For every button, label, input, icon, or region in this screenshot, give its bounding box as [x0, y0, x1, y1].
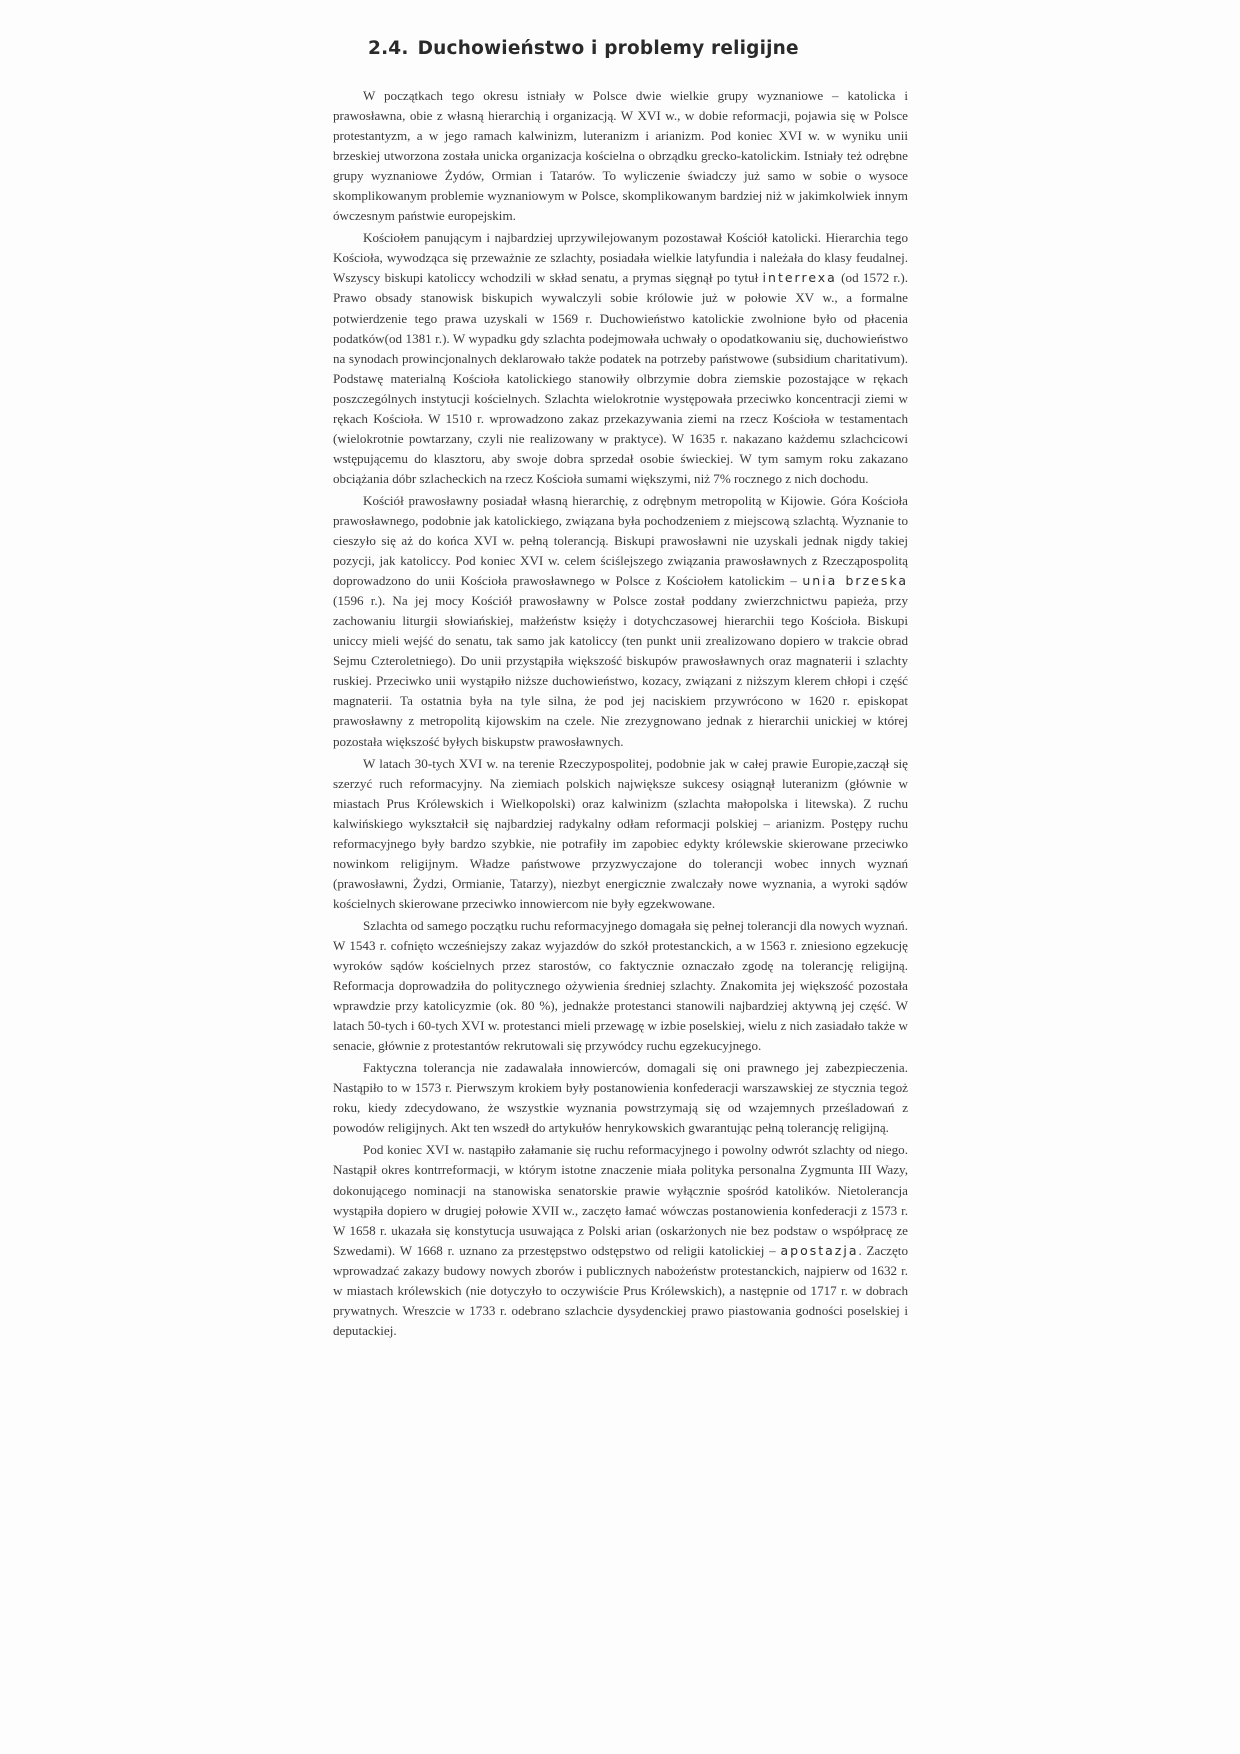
paragraph-text: Pod koniec XVI w. nastąpiło załamanie się ruchu reformacyjnego i powolny odwrót szlachty od niego. Nastąpił okres kontrreformacji, w którym istotne znaczenie miała polityka personalna Zygmunta III Wazy, dokonującego nominacji na stanowiska senatorskie prawie wyłącznie spośród katolików. Nietolerancja wystąpiła dopiero w drugiej połowie XVII w., zaczęto łamać wówczas postanowienia konfederacji z 1573 r. W 1658 r. ukazała się konstytucja usuwająca z Polski arian (oskarżonych nie bez podstaw o współpracę ze Szwedami). W 1668 r. uznano za przestępstwo odstępstwo od religii katolickiej –: [333, 1142, 908, 1258]
spaced-term-interrexa: interrexa: [762, 270, 837, 286]
paragraph-1: [333, 86, 908, 226]
paragraph-3: [333, 491, 908, 752]
paragraph-text: . Zaczęto wprowadzać zakazy budowy nowych zborów i publicznych nabożeństw protestanckich, najpierw od 1632 r. w miastach królewskich (nie dotyczyło to oczywiście Prus Królewskich), a następnie od 1717 r. w dobrach prywatnych. Wreszcie w 1733 r. odebrano szlachcie dysydenckiej prawo piastowania godności poselskiej i deputackiej.: [333, 1242, 908, 1338]
paragraph-text: Faktyczna tolerancja nie zadawalała innowierców, domagali się oni prawnego jej zabezpieczenia. Nastąpiło to w 1573 r. Pierwszym krokiem były postanowienia konfederacji warszawskiej ze stycznia tegoż roku, kiedy zdecydowano, że wszystkie wyznania powstrzymają się od wzajemnych prześladowań z powodów religijnych. Akt ten wszedł do artykułów henrykowskich gwarantując pełną tolerancję religijną.: [333, 1060, 908, 1136]
paragraph-6: [333, 1058, 908, 1138]
section-number: 2.4.: [368, 38, 409, 59]
paragraph-2: [333, 228, 908, 489]
body-text: [333, 86, 908, 1341]
paragraph-5: [333, 916, 908, 1056]
paragraph-text: Kościół prawosławny posiadał własną hierarchię, z odrębnym metropolitą w Kijowie. Góra Kościoła prawosławnego, podobnie jak katolickiego, związana była pochodzeniem z miejscową szlachtą. Wyznanie to cieszyło się aż do końca XVI w. pełną tolerancją. Biskupi prawosławni nie uzyskali jednak nigdy takiej pozycji, jak katoliccy. Pod koniec XVI w. celem ściślejszego związania prawosławnych z Rzecząpospolitą doprowadzono do unii Kościoła prawosławnego w Polsce z Kościołem katolickim –: [333, 492, 908, 589]
paragraph-text: (od 1572 r.). Prawo obsady stanowisk biskupich wywalczyli sobie królowie już w połowie XV w., a formalne potwierdzenie tego prawa uzyskali w 1569 r. Duchowieństwo katolickie zwolnione było od płacenia podatków(od 1381 r.). W wypadku gdy szlachta podejmowała uchwały o opodatkowaniu się, duchowieństwo na synodach prowincjonalnych deklarowało także podatek na potrzeby państwowe (subsidium charitativum). Podstawę materialną Kościoła katolickiego stanowiły olbrzymie dobra ziemskie pozostające w rękach poszczególnych instytucji kościelnych. Szlachta wielokrotnie występowała przeciwko koncentracji ziemi w rękach Kościoła. W 1510 r. wprowadzono zakaz przekazywania ziemi na rzecz Kościoła w testamentach (wielokrotnie powtarzany, czyli nie realizowany w praktyce). W 1635 r. nakazano każdemu szlachcicowi wstępującemu do klasztoru, aby swoje dobra sprzedał osobie świeckiej. W tym samym roku zakazano obciążania dóbr szlacheckich na rzecz Kościoła sumami większymi, niż 7% rocznego z nich dochodu.: [333, 270, 908, 486]
section-title: Duchowieństwo i problemy religijne: [417, 38, 799, 59]
paragraph-text: (1596 r.). Na jej mocy Kościół prawosławny w Polsce został poddany zwierzchnictwu papieża, przy zachowaniu liturgii słowiańskiej, małżeństw księży i dotychczasowej hierarchii tego Kościoła. Biskupi uniccy mieli wejść do senatu, tak samo jak katoliccy (ten punkt unii zrealizowano dopiero w trakcie obrad Sejmu Czteroletniego). Do unii przystąpiła większość biskupów prawosławnych oraz magnaterii i szlachty ruskiej. Przeciwko unii wystąpiło niższe duchowieństwo, kozacy, związani z niższym klerem chłopi i część magnaterii. Ta ostatnia była na tyle silna, że pod jej naciskiem przywrócono w 1620 r. episkopat prawosławny z metropolitą kijowskim na czele. Nie zrezygnowano jednak z hierarchii unickiej w której pozostała większość byłych biskupstw prawosławnych.: [333, 593, 908, 749]
paragraph-text: Szlachta od samego początku ruchu reformacyjnego domagała się pełnej tolerancji dla nowych wyznań. W 1543 r. cofnięto wcześniejszy zakaz wyjazdów do szkół protestanckich, a w 1563 r. zniesiono egzekucję wyroków sądów kościelnych przez starostów, co faktycznie oznaczało zgodę na tolerancję religijną. Reformacja doprowadziła do politycznego ożywienia średniej szlachty. Znakomita jej większość pozostała wprawdzie przy katolicyzmie (ok. 80 %), jednakże protestanci stanowili najbardziej aktywną jej część. W latach 50-tych i 60-tych XVI w. protestanci mieli przewagę w izbie poselskiej, wielu z nich zasiadało także w senacie, głównie z protestantów rekrutowali się przywódcy ruchu egzekucyjnego.: [333, 917, 909, 1054]
paragraph-text: W latach 30-tych XVI w. na terenie Rzeczypospolitej, podobnie jak w całej prawie Europie,zaczął się szerzyć ruch reformacyjny. Na ziemiach polskich największe sukcesy osiągnął luteranizm (głównie w miastach Prus Królewskich i Wielkopolski) oraz kalwinizm (szlachta małopolska i litewska). Z ruchu kalwińskiego wykształcił się najbardziej radykalny odłam reformacji polskiej – arianizm. Postępy ruchu reformacyjnego były bardzo szybkie, nie potrafiły im zapobiec edykty królewskie skierowane przeciwko nowinkom religijnym. Władze państwowe przyzwyczajone do tolerancji wobec innych wyznań (prawosławni, Żydzi, Ormianie, Tatarzy), niezbyt energicznie zwalczały nowe wyznania, a wyroki sądów kościelnych skierowane przeciwko innowiercom nie były egzekwowane.: [333, 755, 908, 911]
spaced-term-apostazja: apostazja: [780, 1242, 859, 1258]
section-heading: [368, 38, 888, 59]
paragraph-text: W początkach tego okresu istniały w Polsce dwie wielkie grupy wyznaniowe – katolicka i prawosławna, obie z własną hierarchią i organizacją. W XVI w., w dobie reformacji, pojawia się w Polsce protestantyzm, a w jego ramach kalwinizm, luteranizm i arianizm. Pod koniec XVI w. w wyniku unii brzeskiej utworzona została unicka organizacja kościelna o obrządku grecko-katolickim. Istniały też odrębne grupy wyznaniowe Żydów, Ormian i Tatarów. To wyliczenie świadczy już samo w sobie o wysoce skomplikowanym problemie wyznaniowym w Polsce, skomplikowanym bardziej niż w jakimkolwiek innym ówczesnym państwie europejskim.: [333, 88, 908, 224]
paragraph-7: [333, 1140, 908, 1340]
spaced-term-unia-brzeska: unia brzeska: [802, 573, 909, 589]
paragraph-4: [333, 754, 908, 914]
paragraph-text: Kościołem panującym i najbardziej uprzywilejowanym pozostawał Kościół katolicki. Hierarchia tego Kościoła, wywodząca się przeważnie ze szlachty, posiadała wielkie latyfundia i należała do klasy feudalnej. Wszyscy biskupi katoliccy wchodzili w skład senatu, a prymas sięgnął po tytuł: [333, 230, 908, 286]
